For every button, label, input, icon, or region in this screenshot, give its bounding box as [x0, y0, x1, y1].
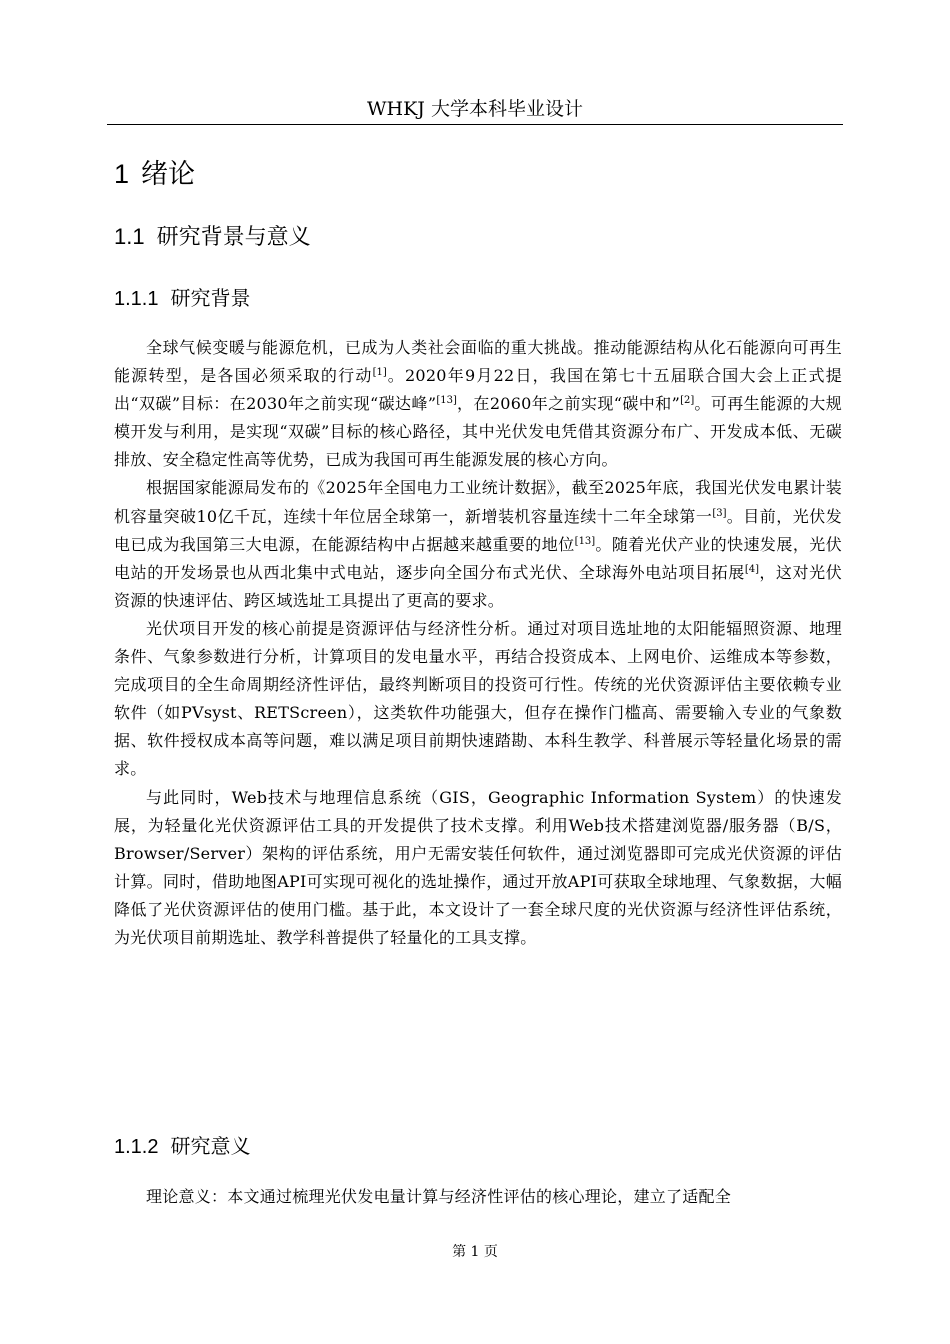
subsection-number: 1.1.1	[114, 288, 159, 310]
citation-marker: [3]	[712, 507, 727, 519]
page-number: 第 1 页	[452, 1244, 498, 1260]
subsection-heading-significance	[114, 1132, 250, 1162]
paragraph	[114, 334, 842, 474]
paragraph	[114, 474, 842, 614]
text-run: ，这对光伏资源的快速评估、跨区域选址工具提出了更高的要求。	[114, 562, 842, 610]
chapter-heading	[114, 155, 195, 193]
chapter-number: 1	[114, 159, 130, 189]
citation-marker: [2]	[680, 395, 695, 407]
citation-marker: [13]	[574, 535, 596, 547]
section-number: 1.1	[114, 224, 145, 249]
body-text	[114, 334, 842, 952]
subsection-number: 1.1.2	[114, 1136, 159, 1158]
citation-marker: [1]	[372, 367, 387, 379]
text-run: 光伏项目开发的核心前提是资源评估与经济性分析。通过对项目选址地的太阳能辐照资源、地理条件、气象参数进行分析，计算项目的发电量水平，再结合投资成本、上网电价、运维成本等参数，完成项目的全生命周期经济性评估，最终判断项目的投资可行性。传统的光伏资源评估主要依赖专业软件（如PVsyst、RETScreen），这类软件功能强大，但存在操作门槛高、需要输入专业的气象数据、软件授权成本高等问题，难以满足项目前期快速踏勘、本科生教学、科普展示等轻量化场景的需求。	[114, 618, 842, 779]
section-title: 研究背景与意义	[156, 224, 311, 249]
paragraph: 理论意义：本文通过梳理光伏发电量计算与经济性评估的核心理论，建立了适配全	[146, 1187, 732, 1206]
text-run: 。可再生能源的大规模开发与利用，是实现“双碳”目标的核心路径，其中光伏发电凭借其资源分布广、开发成本低、无碳排放、安全稳定性高等优势，已成为我国可再生能源发展的核心方向。	[114, 394, 842, 470]
text-run: ，在2060年之前实现“碳中和”	[456, 394, 681, 414]
citation-marker: [13]	[436, 395, 457, 407]
subsection-heading-background	[114, 284, 250, 314]
subsection-title: 研究背景	[170, 288, 251, 310]
paragraph	[114, 784, 842, 953]
text-run: 。2020年9月22日，我国在第七十五届联合国大会上正式提出“双碳”目标：在2030年之前实现“碳达峰”	[114, 366, 842, 414]
text-run: 根据国家能源局发布的《2025年全国电力工业统计数据》，截至2025年底，我国光伏发电累计装机容量突破10亿千瓦，连续十年位居全球第一，新增装机容量连续十二年全球第一	[114, 478, 842, 526]
text-run: 。目前，光伏发电已成为我国第三大电源，在能源结构中占据越来越重要的地位	[114, 506, 842, 554]
running-header: WHKJ 大学本科毕业设计	[367, 98, 583, 120]
paragraph	[114, 615, 842, 784]
citation-marker: [4]	[744, 563, 759, 575]
chapter-title: 绪论	[141, 159, 196, 189]
subsection-title: 研究意义	[170, 1136, 251, 1158]
significance-text	[114, 1183, 842, 1211]
text-run: 。随着光伏产业的快速发展，光伏电站的开发场景也从西北集中式电站，逐步向全国分布式光伏、全球海外电站项目拓展	[114, 534, 842, 582]
section-heading	[114, 221, 311, 253]
text-run: 全球气候变暖与能源危机，已成为人类社会面临的重大挑战。推动能源结构从化石能源向可再生能源转型，是各国必须采取的行动	[114, 338, 842, 386]
header-rule	[107, 124, 843, 125]
text-run: 与此同时，Web技术与地理信息系统（GIS，Geographic Information System）的快速发展，为轻量化光伏资源评估工具的开发提供了技术支撑。利用Web技术搭建浏览器/服务器（B/S，Browser/Server）架构的评估系统，用户无需安装任何软件，通过浏览器即可完成光伏资源的评估计算。同时，借助地图API可实现可视化的选址操作，通过开放API可获取全球地理、气象数据，大幅降低了光伏资源评估的使用门槛。基于此，本文设计了一套全球尺度的光伏资源与经济性评估系统，为光伏项目前期选址、教学科普提供了轻量化的工具支撑。	[114, 787, 842, 947]
